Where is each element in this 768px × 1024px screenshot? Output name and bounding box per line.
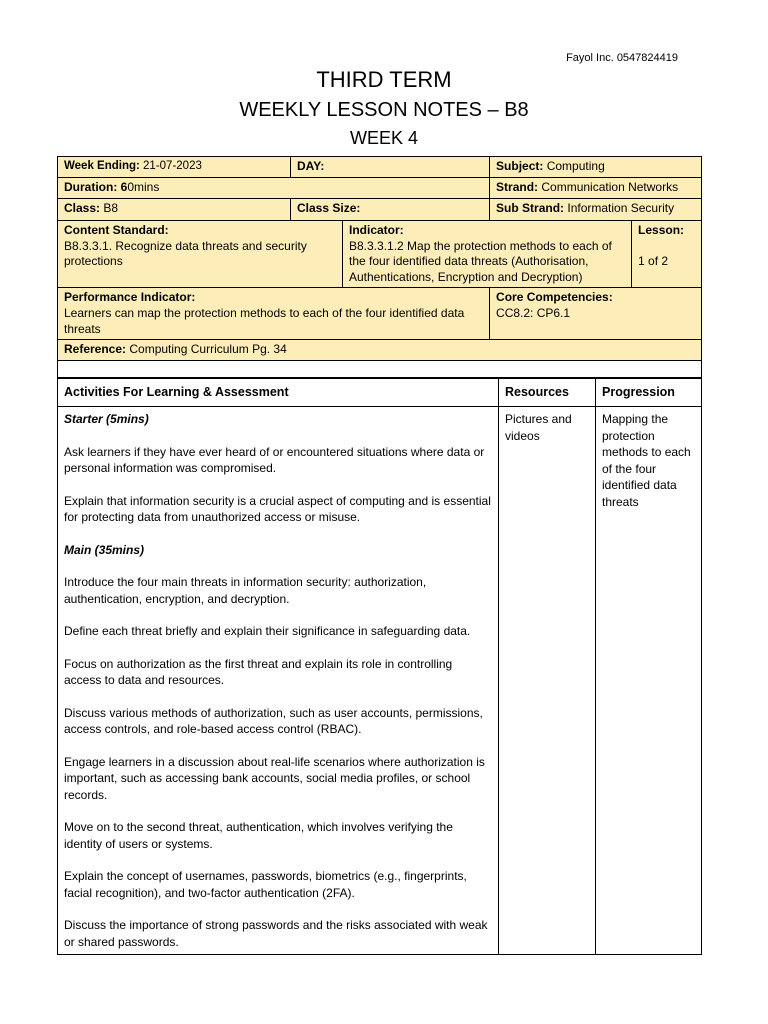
lesson-value: 1 of 2 <box>638 254 669 269</box>
activity-paragraph: Discuss various methods of authorization, such as user accounts, permissions, access controls, and role-based access control (RBAC). <box>64 705 483 736</box>
company-contact: Fayol Inc. 0547824419 <box>566 52 678 64</box>
class-size-label: Class Size: <box>297 201 361 215</box>
class-cell <box>58 199 291 221</box>
page-title: THIRD TERM <box>316 67 452 92</box>
page-subtitle: WEEKLY LESSON NOTES – B8 <box>239 99 529 121</box>
strand-label: Strand: <box>496 180 539 194</box>
activity-paragraph: Define each threat briefly and explain their significance in safeguarding data. <box>64 624 471 638</box>
subject-cell <box>490 157 702 178</box>
activity-paragraph: Focus on authorization as the first threat and explain its role in controlling access to data and resources. <box>64 656 453 687</box>
activities-body <box>58 407 499 955</box>
activities-table <box>57 377 702 955</box>
activity-paragraph: Introduce the four main threats in information security: authorization, authentication, encryption, and decryption. <box>64 575 427 606</box>
day-cell <box>291 157 490 178</box>
week-label: WEEK 4 <box>349 128 419 148</box>
week-ending-value: 21-07-2023 <box>143 160 202 172</box>
core-competencies-value: CC8.2: CP6.1 <box>496 305 571 320</box>
sub-strand-cell <box>490 199 702 221</box>
activity-paragraph: Discuss the importance of strong passwords and the risks associated with weak or shared passwords. <box>64 918 488 949</box>
activity-paragraph: Move on to the second threat, authentication, which involves verifying the identity of users or systems. <box>64 820 453 851</box>
core-competencies-label: Core Competencies: <box>496 290 613 305</box>
progression-header: Progression <box>596 378 702 407</box>
week-ending-cell <box>58 157 291 178</box>
duration-value: 0mins <box>127 180 160 194</box>
activity-paragraph: Explain the concept of usernames, passwords, biometrics (e.g., fingerprints, facial recognition), and two-factor authentication (2FA). <box>64 869 467 900</box>
indicator-label: Indicator: <box>349 223 404 237</box>
content-standard-value: B8.3.3.1. Recognize data threats and security protections <box>64 238 307 269</box>
progression-body: Mapping the protection methods to each of the four identified data threats <box>596 407 702 955</box>
lesson-header-table <box>57 156 702 379</box>
lesson-cell <box>632 221 702 288</box>
duration-cell <box>58 178 490 199</box>
lesson-label: Lesson: <box>638 223 685 237</box>
reference-cell <box>58 340 702 361</box>
activity-paragraph: Ask learners if they have ever heard of or encountered situations where data or personal information was compromised. <box>64 444 485 475</box>
subject-label: Subject: <box>496 159 544 173</box>
performance-indicator-label: Performance Indicator: <box>64 290 196 305</box>
strand-cell <box>490 178 702 199</box>
day-label: DAY: <box>297 159 325 173</box>
reference-label: Reference: <box>64 342 127 357</box>
activity-paragraph: Engage learners in a discussion about real-life scenarios where authorization is important, such as accessing bank accounts, social media profiles, or school records. <box>64 754 485 802</box>
indicator-value: B8.3.3.1.2 Map the protection methods to each of the four identified data threats (Authorisation, Authentications, Encryption and Decryption) <box>349 238 612 284</box>
duration-label: Duration: 6 <box>64 180 128 194</box>
subject-value: Computing <box>546 159 605 173</box>
class-size-cell <box>291 199 490 221</box>
reference-value: Computing Curriculum Pg. 34 <box>129 342 287 357</box>
class-label: Class: <box>64 201 101 215</box>
resources-header: Resources <box>499 378 596 407</box>
performance-indicator-cell <box>58 288 490 340</box>
strand-value: Communication Networks <box>541 180 679 194</box>
main-heading: Main (35mins) <box>64 542 145 557</box>
performance-indicator-value: Learners can map the protection methods to each of the four identified data threats <box>64 305 465 336</box>
sub-strand-value: Information Security <box>567 201 675 215</box>
sub-strand-label: Sub Strand: <box>496 201 565 215</box>
resources-body: Pictures and videos <box>499 407 596 955</box>
content-standard-label: Content Standard: <box>64 223 169 237</box>
spacer-row <box>58 360 702 378</box>
content-standard-cell <box>58 221 343 288</box>
starter-heading: Starter (5mins) <box>64 412 149 426</box>
class-value: B8 <box>103 201 119 215</box>
core-competencies-cell <box>490 288 702 340</box>
activities-header: Activities For Learning & Assessment <box>58 378 499 407</box>
activity-paragraph: Explain that information security is a crucial aspect of computing and is essential for protecting data from unauthorized access or misuse. <box>64 493 491 524</box>
week-ending-label: Week Ending: <box>64 160 140 172</box>
indicator-cell <box>343 221 632 288</box>
